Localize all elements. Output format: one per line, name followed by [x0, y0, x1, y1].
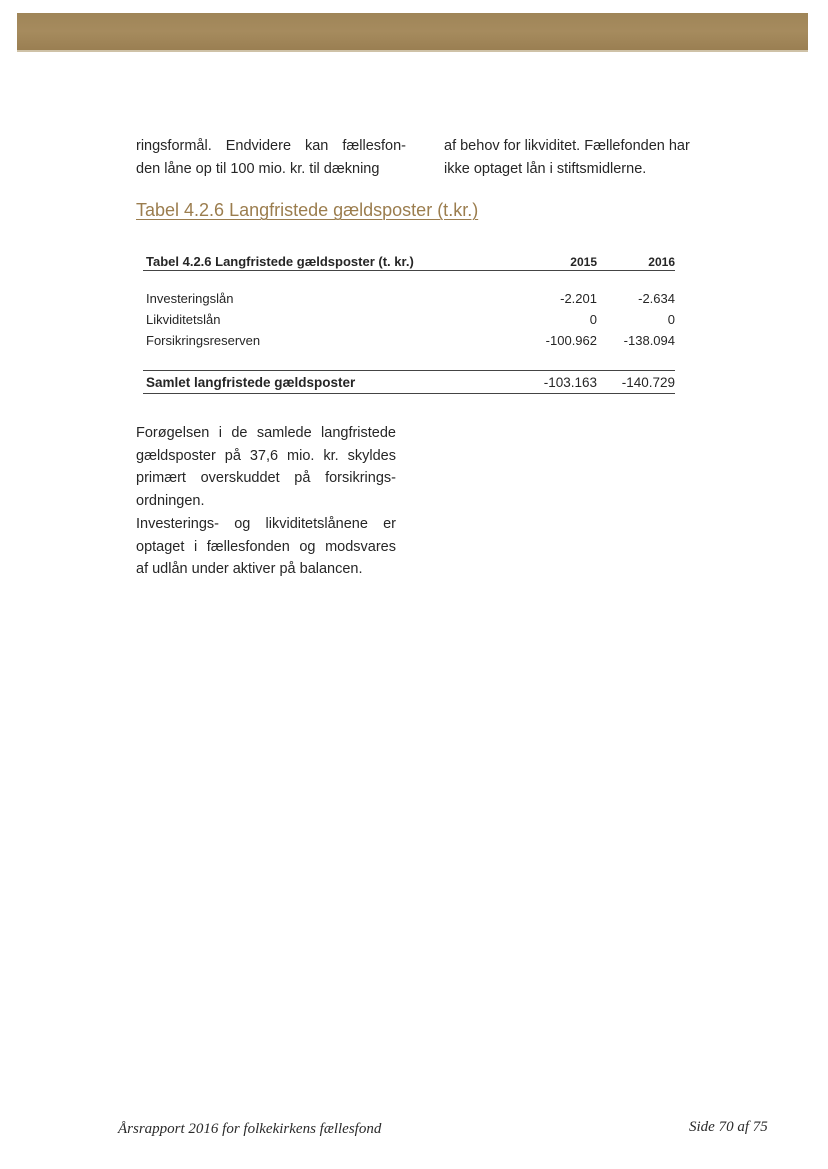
debt-table: [143, 249, 675, 394]
row-label: Likviditetslån: [146, 312, 221, 327]
row-value-2015: 0: [589, 312, 597, 327]
total-value-2015: -103.163: [519, 371, 597, 394]
intro-left-column: [136, 135, 406, 181]
table-total-row: [143, 371, 675, 394]
intro-right-column: [444, 135, 724, 181]
row-value-2015: -100.962: [545, 333, 597, 348]
body-line: ordningen.: [136, 493, 205, 510]
table-row: [143, 330, 675, 351]
table-row: [143, 309, 675, 330]
body-line: optaget i fællesfonden og modsvares: [136, 538, 396, 555]
table-row: [143, 288, 675, 309]
row-value-2016: -138.094: [623, 333, 675, 348]
body-line: gældsposter på 37,6 mio. kr. skyldes: [136, 447, 396, 464]
intro-left-line: den låne op til 100 mio. kr. til dækning: [136, 161, 380, 177]
table-header-row: [143, 249, 675, 271]
intro-right-line: ikke optaget lån i stiftsmidlerne.: [444, 161, 647, 177]
table-spacer: [143, 351, 675, 371]
table-header-2016: 2016: [597, 249, 675, 271]
section-heading: Tabel 4.2.6 Langfristede gældsposter (t.kr.): [136, 200, 479, 220]
row-label: Investeringslån: [146, 291, 234, 306]
total-value-2016: -140.729: [597, 371, 675, 394]
row-value-2016: -2.634: [638, 291, 675, 306]
body-line: af udlån under aktiver på balancen.: [136, 561, 363, 578]
row-value-2016: 0: [667, 312, 675, 327]
intro-right-line: af behov for likviditet. Fællefonden har: [444, 138, 690, 154]
header-band: [17, 13, 808, 50]
intro-left-line: ringsformål. Endvidere kan fællesfon-: [136, 138, 406, 154]
table-spacer: [143, 271, 675, 289]
table-header-2015: 2015: [519, 249, 597, 271]
page-number: Side 70 af 75: [689, 1119, 768, 1135]
total-label: Samlet langfristede gældsposter: [143, 371, 519, 394]
footer-title: Årsrapport 2016 for folkekirkens fællesfond: [118, 1121, 382, 1137]
row-value-2015: -2.201: [560, 291, 597, 306]
body-line: Forøgelsen i de samlede langfristede: [136, 425, 396, 441]
row-label: Forsikringsreserven: [146, 333, 261, 348]
body-paragraph: [136, 422, 396, 581]
body-line: Investerings- og likviditetslånene er: [136, 515, 396, 532]
body-line: primært overskuddet på forsikrings-: [136, 470, 396, 487]
table-header-label: Tabel 4.2.6 Langfristede gældsposter (t. kr.): [143, 249, 519, 271]
